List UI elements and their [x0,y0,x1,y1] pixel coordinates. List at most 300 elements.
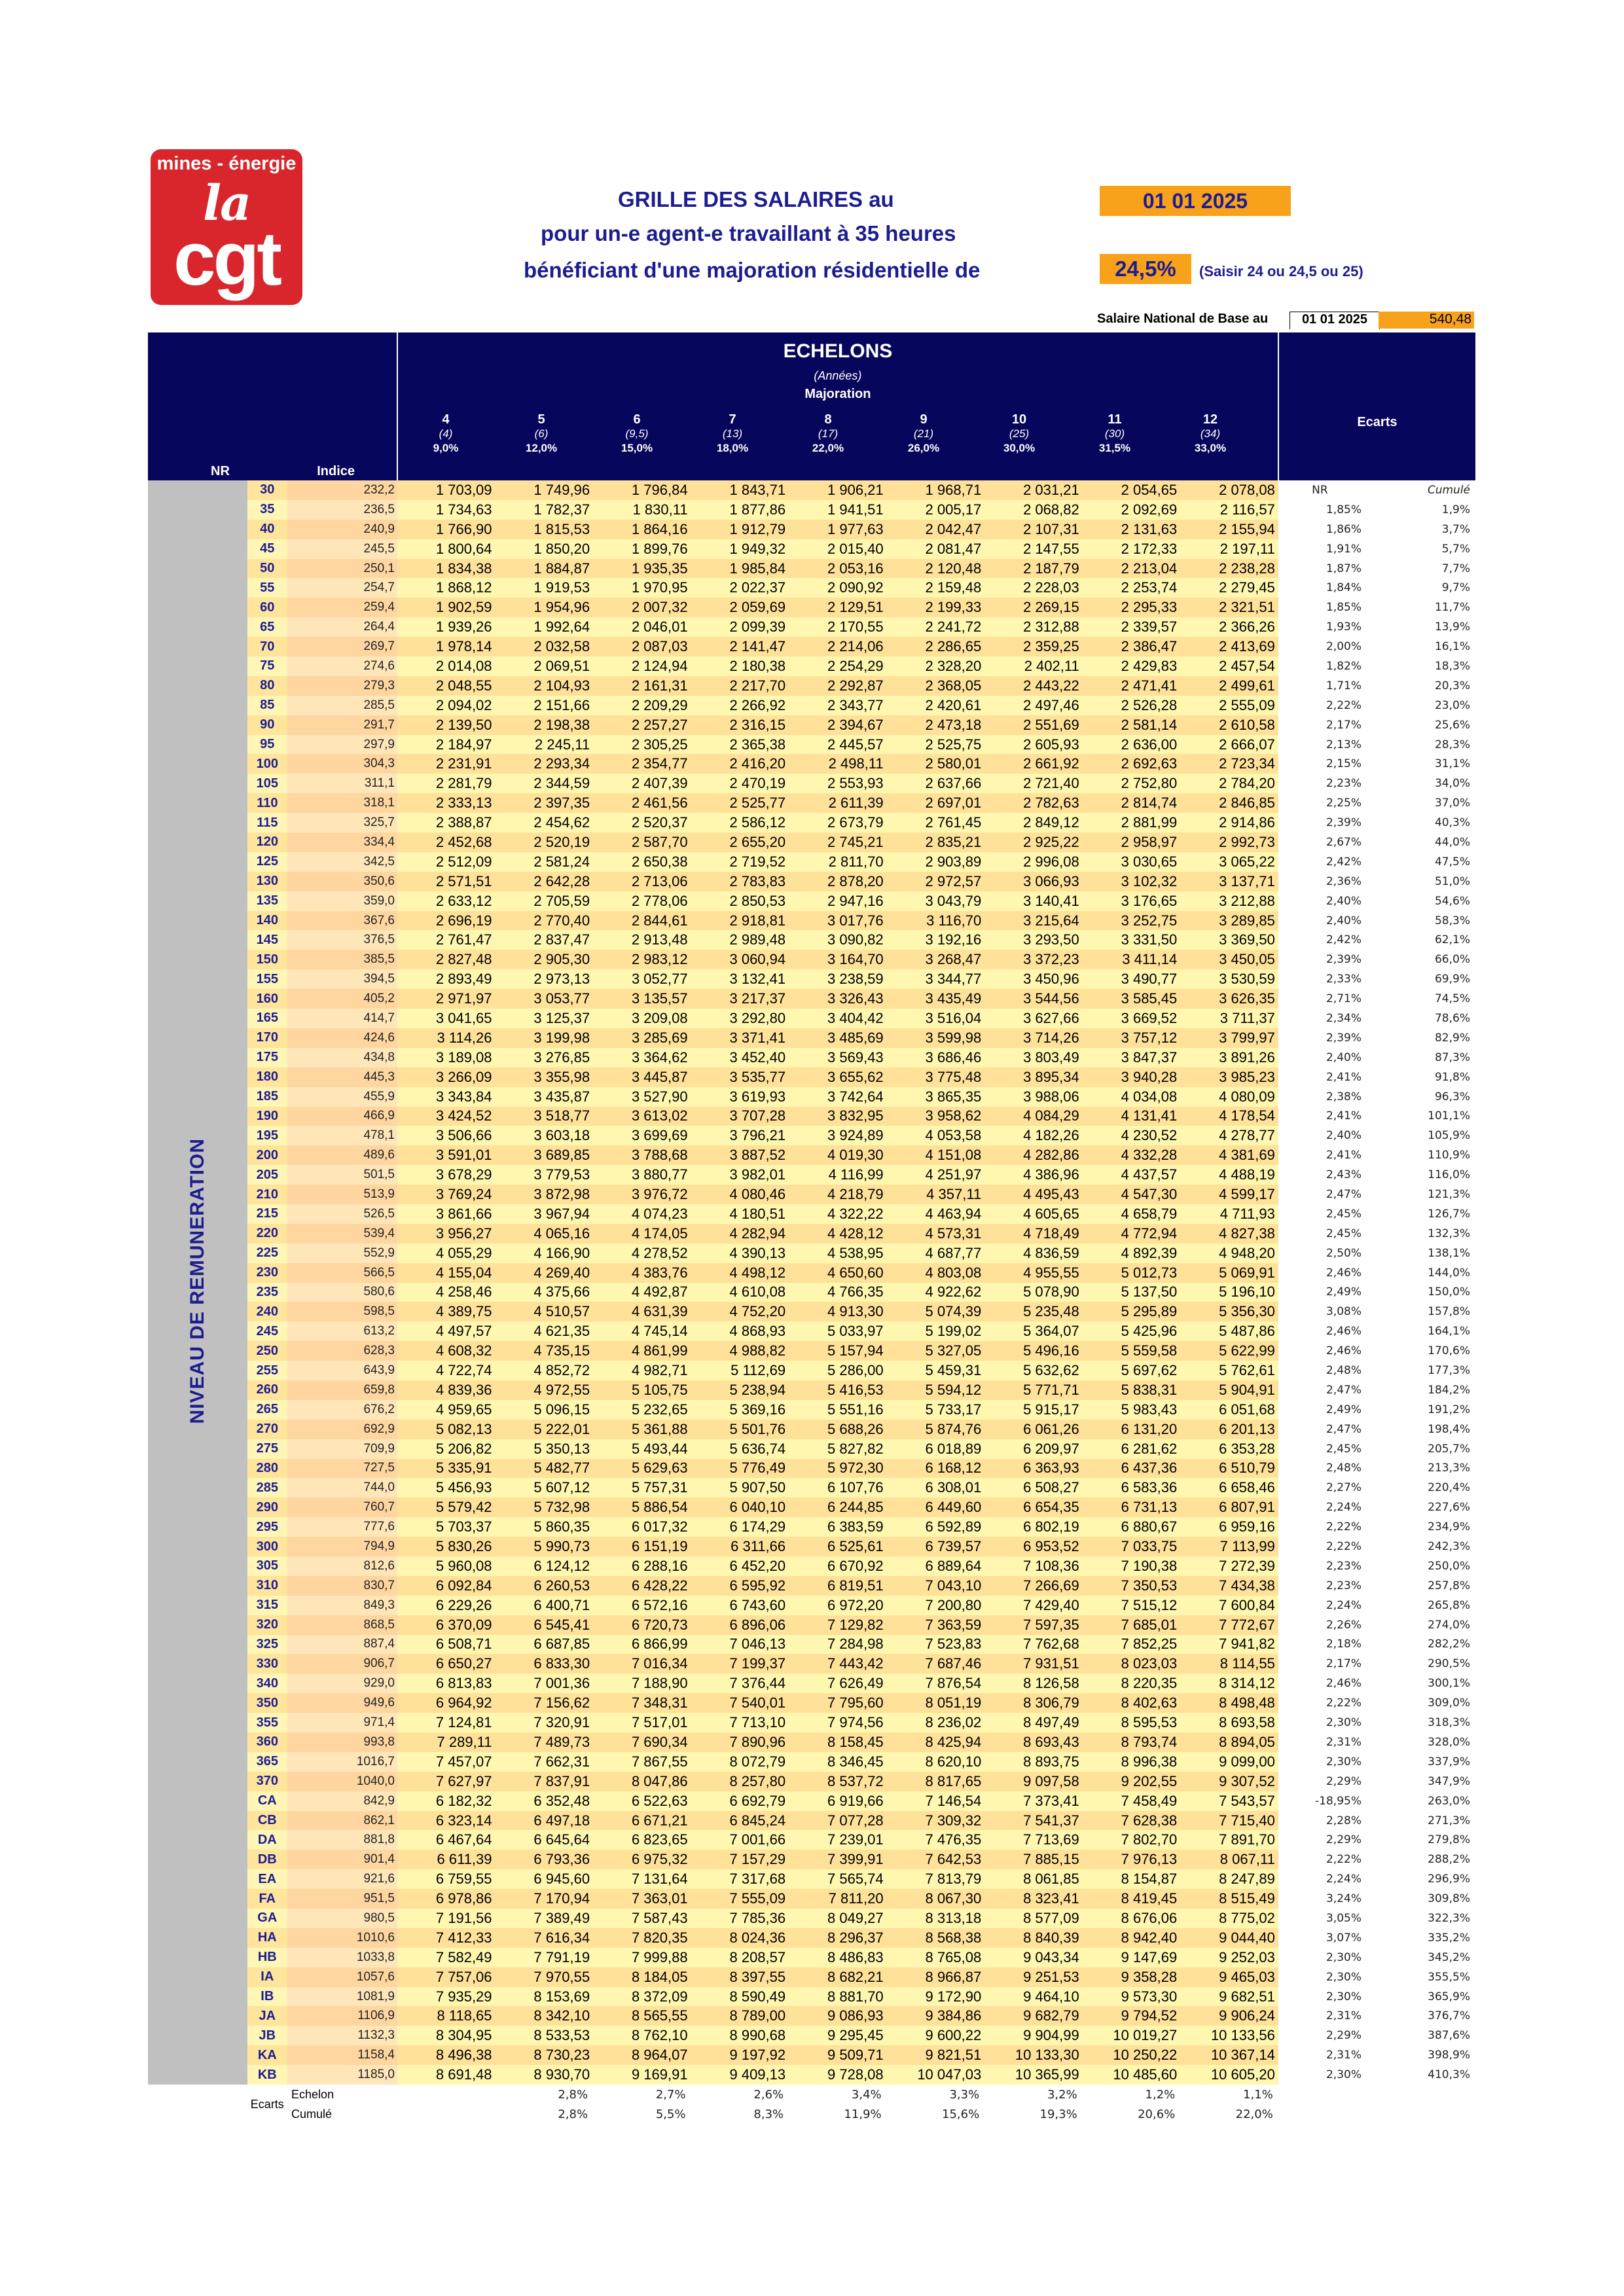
salary-cell: 2 893,49 [397,969,496,989]
salary-cell: 1 703,09 [397,480,496,500]
salary-cell: 3 030,65 [1083,852,1181,872]
salary-cell: 5 907,50 [691,1478,789,1498]
indice-cell: 744,0 [287,1478,397,1498]
salary-cell: 2 295,33 [1083,598,1181,617]
echelon-majoration: 26,0% [907,442,940,454]
indice-cell: 455,9 [287,1087,397,1107]
salary-cell: 1 877,86 [691,500,789,520]
salary-cell: 8 208,57 [691,1948,789,1967]
salary-cell: 7 713,10 [691,1713,789,1732]
salary-cell: 6 793,36 [496,1850,594,1869]
salary-cell: 6 959,16 [1180,1517,1278,1537]
salary-cell: 8 114,55 [1180,1654,1278,1674]
indice-cell: 232,2 [287,480,397,500]
nr-cell: 80 [247,676,287,696]
salary-cell: 6 363,93 [984,1459,1083,1479]
salary-cell: 5 295,89 [1083,1302,1181,1321]
ecart-nr-cell: 2,47% [1326,1188,1362,1201]
echelon-majoration: 9,0% [433,442,459,454]
ecart-cumule-cell: 13,9% [1434,620,1470,634]
salary-cell: 9 172,90 [887,1987,985,2007]
salary-cell: 8 533,53 [496,2026,594,2045]
ecart-nr-cell: 2,24% [1326,1501,1362,1515]
salary-cell: 2 257,27 [593,715,691,735]
salary-cell: 2 228,03 [984,578,1083,598]
ecart-cumule-cell: 337,9% [1428,1755,1470,1768]
salary-cell: 3 192,16 [887,930,985,950]
salary-cell: 5 886,54 [593,1498,691,1517]
nr-cell: 215 [247,1204,287,1224]
salary-cell: 9 509,71 [789,2045,887,2065]
echelon-years: (21) [913,427,934,440]
salary-cell: 10 250,22 [1083,2045,1181,2065]
salary-cell: 2 642,28 [496,872,594,891]
salary-cell: 2 397,35 [496,793,594,813]
salary-cell: 6 972,20 [789,1596,887,1615]
table-row [148,1517,1475,1537]
salary-cell: 5 238,94 [691,1380,789,1400]
ecart-nr-cell: 2,30% [1326,1950,1362,1964]
table-row [148,715,1475,735]
ecart-nr-cell: 2,30% [1326,1755,1362,1768]
salary-cell: 1 977,63 [789,520,887,539]
title-line-3: bénéficiant d'une majoration résidentielle de [524,258,981,282]
salary-cell: 5 697,62 [1083,1361,1181,1380]
salary-cell: 8 682,21 [789,1967,887,1987]
salary-cell: 2 918,81 [691,911,789,931]
title-line-1: GRILLE DES SALAIRES au [618,187,894,211]
salary-cell: 5 074,39 [887,1302,985,1321]
salary-cell: 5 972,30 [789,1459,887,1479]
ecart-nr-cell: 1,91% [1326,542,1362,556]
salary-cell: 9 197,92 [691,2045,789,2065]
salary-cell: 3 485,69 [789,1028,887,1048]
ecart-nr-cell: 2,45% [1326,1442,1362,1456]
salary-cell: 7 043,10 [887,1576,985,1596]
salary-cell: 3 209,08 [593,1009,691,1028]
ecart-cumule-cell: 184,2% [1428,1383,1470,1397]
salary-cell: 8 693,58 [1180,1713,1278,1732]
table-row [148,617,1475,637]
salary-cell: 3 344,77 [887,969,985,989]
salary-cell: 8 024,36 [691,1928,789,1948]
snb-date: 01 01 2025 [1290,312,1380,329]
salary-cell: 4 019,30 [789,1145,887,1165]
majoration-field[interactable]: 24,5% [1100,254,1191,284]
salary-cell: 7 489,73 [496,1732,594,1752]
table-row [148,2026,1475,2045]
salary-cell: 5 860,35 [496,1517,594,1537]
salary-cell: 7 363,01 [593,1889,691,1909]
nr-cell: GA [247,1909,287,1928]
salary-cell: 4 182,26 [984,1126,1083,1145]
salary-cell: 2 081,47 [887,539,985,559]
salary-cell: 4 390,13 [691,1244,789,1263]
nr-cell: 140 [247,911,287,931]
footer-cumule-cell: 11,9% [844,2107,882,2121]
salary-cell: 5 838,31 [1083,1380,1181,1400]
ecart-nr-cell: 2,41% [1326,1070,1362,1084]
salary-cell: 6 650,27 [397,1654,496,1674]
ecart-cumule-cell: 271,3% [1428,1814,1470,1827]
indice-cell: 291,7 [287,715,397,735]
ecart-cumule-cell: 20,3% [1434,679,1470,692]
salary-cell: 7 515,12 [1083,1596,1181,1615]
ecart-cumule-cell: 116,0% [1428,1168,1470,1182]
ecart-nr-cell: 2,22% [1326,1853,1362,1867]
salary-cell: 9 251,53 [984,1967,1083,1987]
table-row [148,1224,1475,1244]
salary-cell: 6 595,92 [691,1576,789,1596]
ecart-cumule-cell: 322,3% [1428,1911,1470,1925]
salary-cell: 6 352,48 [496,1791,594,1811]
footer-cumule-cell: 2,8% [558,2107,588,2121]
nr-cell: 360 [247,1732,287,1752]
table-row [148,989,1475,1009]
salary-cell: 2 420,61 [887,696,985,715]
indice-cell: 1016,7 [287,1752,397,1772]
salary-cell: 7 188,90 [593,1674,691,1693]
salary-cell: 5 559,58 [1083,1341,1181,1361]
salary-cell: 2 745,21 [789,833,887,852]
salary-cell: 7 935,29 [397,1987,496,2007]
salary-cell: 8 304,95 [397,2026,496,2045]
salary-cell: 6 168,12 [887,1459,985,1479]
salary-cell: 3 924,89 [789,1126,887,1145]
logo-cgt: cgt [173,216,280,301]
salary-cell: 2 947,16 [789,891,887,911]
salary-cell: 4 608,32 [397,1341,496,1361]
salary-cell: 5 327,05 [887,1341,985,1361]
salary-cell: 3 041,65 [397,1009,496,1028]
footer-echelon-row [148,2085,1475,2104]
salary-cell: 8 323,41 [984,1889,1083,1909]
table-row [148,1126,1475,1145]
salary-cell: 4 495,43 [984,1185,1083,1204]
salary-cell: 4 488,19 [1180,1165,1278,1185]
salary-cell: 4 948,20 [1180,1244,1278,1263]
salary-cell: 9 600,22 [887,2026,985,2045]
salary-cell: 7 170,94 [496,1889,594,1909]
salary-cell: 5 622,99 [1180,1341,1278,1361]
salary-cell: 7 976,13 [1083,1850,1181,1869]
nr-cell: 145 [247,930,287,950]
salary-cell: 2 666,07 [1180,735,1278,755]
ecart-cumule-cell: 37,0% [1434,797,1470,810]
salary-cell: 2 445,57 [789,735,887,755]
echelon-years: (34) [1200,427,1221,440]
salary-cell: 3 655,62 [789,1067,887,1087]
ecart-cumule-cell: 290,5% [1428,1657,1470,1671]
salary-cell: 8 817,65 [887,1772,985,1791]
salary-cell: 4 065,16 [496,1224,594,1244]
salary-cell: 9 409,13 [691,2065,789,2085]
nr-cell: 65 [247,617,287,637]
salary-cell: 5 830,26 [397,1537,496,1556]
salary-cell: 2 254,29 [789,656,887,676]
salary-cell: 5 232,65 [593,1400,691,1420]
salary-cell: 8 691,48 [397,2065,496,2085]
echelons-header: ECHELONS [783,340,893,362]
salary-cell: 2 520,37 [593,813,691,833]
niveau-remuneration-label: NIVEAU DE REMUNERATION [186,1138,208,1424]
echelon-header-6 [589,412,685,456]
salary-cell: 7 999,88 [593,1948,691,1967]
footer-cumule-cell: 8,3% [753,2107,784,2121]
salary-cell: 2 104,93 [496,676,594,696]
salary-cell: 3 535,77 [691,1067,789,1087]
salary-cell: 4 735,15 [496,1341,594,1361]
salary-cell: 4 180,51 [691,1204,789,1224]
salary-cell: 2 844,61 [593,911,691,931]
nr-cell: 325 [247,1635,287,1655]
table-row [148,1185,1475,1204]
salary-cell: 10 047,03 [887,2065,985,2085]
salary-cell: 2 837,47 [496,930,594,950]
salary-cell: 8 397,55 [691,1967,789,1987]
salary-cell: 8 498,48 [1180,1693,1278,1713]
salary-cell: 8 762,10 [593,2026,691,2045]
salary-cell: 2 416,20 [691,754,789,774]
salary-cell: 9 169,91 [593,2065,691,2085]
salary-cell: 7 795,60 [789,1693,887,1713]
salary-cell: 2 454,62 [496,813,594,833]
salary-cell: 2 905,30 [496,950,594,969]
salary-cell: 3 199,98 [496,1028,594,1048]
indice-cell: 466,9 [287,1107,397,1126]
salary-cell: 8 840,39 [984,1928,1083,1948]
salary-cell: 3 066,93 [984,872,1083,891]
table-row [148,1204,1475,1224]
salary-cell: 7 811,20 [789,1889,887,1909]
ecart-cumule-cell: 274,0% [1428,1618,1470,1632]
salary-cell: 8 061,85 [984,1869,1083,1889]
salary-cell: 3 506,66 [397,1126,496,1145]
salary-cell: 6 244,85 [789,1498,887,1517]
table-row [148,2045,1475,2065]
ecart-cumule-cell: 250,0% [1428,1559,1470,1573]
indice-cell: 980,5 [287,1909,397,1928]
salary-cell: 2 333,13 [397,793,496,813]
salary-cell: 2 054,65 [1083,480,1181,500]
footer-cumule-cell: 15,6% [942,2107,980,2121]
salary-cell: 8 676,06 [1083,1909,1181,1928]
salary-cell: 7 033,75 [1083,1537,1181,1556]
salary-cell: 2 354,77 [593,754,691,774]
salary-cell: 6 645,64 [496,1830,594,1850]
ecart-cumule-cell: 23,0% [1434,698,1470,712]
salary-cell: 1 968,71 [887,480,985,500]
salary-cell: 8 314,12 [1180,1674,1278,1693]
salary-cell: 8 497,49 [984,1713,1083,1732]
salary-cell: 8 051,19 [887,1693,985,1713]
ecart-nr-cell: 2,67% [1326,835,1362,849]
ecart-cumule-cell: 7,7% [1441,562,1470,575]
salary-cell: 4 988,82 [691,1341,789,1361]
salary-cell: 9 147,69 [1083,1948,1181,1967]
ecart-nr-cell: -18,95% [1315,1794,1362,1808]
salary-cell: 4 357,11 [887,1185,985,1204]
salary-cell: 3 065,22 [1180,852,1278,872]
salary-cell: 9 682,51 [1180,1987,1278,2007]
salary-cell: 3 865,35 [887,1087,985,1107]
salary-cell: 2 344,59 [496,774,594,793]
salary-cell: 2 782,63 [984,793,1083,813]
indice-cell: 887,4 [287,1635,397,1655]
table-row [148,1674,1475,1693]
salary-cell: 2 473,18 [887,715,985,735]
salary-cell: 4 766,35 [789,1283,887,1302]
salary-cell: 2 723,34 [1180,754,1278,774]
ecart-nr-cell: 1,82% [1326,659,1362,673]
salary-cell: 6 759,55 [397,1869,496,1889]
salary-cell: 8 930,70 [496,2065,594,2085]
salary-cell: 6 813,83 [397,1674,496,1693]
salary-cell: 7 124,81 [397,1713,496,1732]
salary-cell: 10 019,27 [1083,2026,1181,2045]
date-field[interactable]: 01 01 2025 [1100,186,1291,216]
salary-cell: 3 452,40 [691,1048,789,1067]
salary-cell: 2 636,00 [1083,735,1181,755]
ecart-nr-cell: 2,15% [1326,757,1362,771]
salary-cell: 3 895,34 [984,1067,1083,1087]
salary-cell: 2 120,48 [887,559,985,579]
salary-cell: 3 603,18 [496,1126,594,1145]
salary-cell: 7 715,40 [1180,1811,1278,1831]
salary-cell: 9 295,45 [789,2026,887,2045]
salary-cell: 3 872,98 [496,1185,594,1204]
salary-cell: 8 765,08 [887,1948,985,1967]
nr-cell: 250 [247,1341,287,1361]
cgt-logo [151,149,302,305]
salary-cell: 7 597,35 [984,1615,1083,1635]
indice-cell: 727,5 [287,1459,397,1479]
table-row [148,1713,1475,1732]
salary-cell: 6 018,89 [887,1439,985,1459]
salary-cell: 8 126,58 [984,1674,1083,1693]
salary-cell: 2 470,19 [691,774,789,793]
nr-cell: 235 [247,1283,287,1302]
salary-cell: 5 157,94 [789,1341,887,1361]
salary-cell: 6 370,09 [397,1615,496,1635]
nr-cell: 210 [247,1185,287,1204]
salary-cell: 7 429,40 [984,1596,1083,1615]
salary-cell: 3 292,80 [691,1009,789,1028]
ecart-nr-cell: 2,17% [1326,718,1362,732]
salary-cell: 9 573,30 [1083,1987,1181,2007]
ecart-cumule-cell: 58,3% [1434,914,1470,927]
salary-cell: 3 102,32 [1083,872,1181,891]
salary-cell: 6 896,06 [691,1615,789,1635]
salary-cell: 6 017,32 [593,1517,691,1537]
indice-cell: 1081,9 [287,1987,397,2007]
salary-cell: 6 720,73 [593,1615,691,1635]
salary-cell: 7 476,35 [887,1830,985,1850]
salary-cell: 3 689,85 [496,1145,594,1165]
ecart-cumule-cell: 51,0% [1434,874,1470,888]
salary-cell: 6 739,57 [887,1537,985,1556]
salary-cell: 3 060,94 [691,950,789,969]
salary-cell: 2 461,56 [593,793,691,813]
salary-cell: 8 313,18 [887,1909,985,1928]
salary-cell: 2 184,97 [397,735,496,755]
echelon-majoration: 15,0% [621,442,653,454]
salary-cell: 2 778,06 [593,891,691,911]
salary-cell: 2 407,39 [593,774,691,793]
salary-cell: 2 452,68 [397,833,496,852]
salary-cell: 4 498,12 [691,1263,789,1283]
salary-cell: 7 077,28 [789,1811,887,1831]
salary-cell: 2 914,86 [1180,813,1278,833]
salary-cell: 4 428,12 [789,1224,887,1244]
salary-cell: 2 198,38 [496,715,594,735]
salary-cell: 3 627,66 [984,1009,1083,1028]
salary-cell: 7 129,82 [789,1615,887,1635]
salary-cell: 3 445,87 [593,1067,691,1087]
ecart-cumule-cell: 205,7% [1428,1442,1470,1456]
nr-cell: 35 [247,500,287,520]
salary-cell: 8 118,65 [397,2006,496,2026]
table-row [148,911,1475,931]
salary-cell: 2 068,82 [984,500,1083,520]
salary-cell: 3 678,29 [397,1165,496,1185]
salary-cell: 4 166,90 [496,1244,594,1263]
salary-cell: 7 791,19 [496,1948,594,1967]
salary-cell: 4 080,46 [691,1185,789,1204]
salary-cell: 4 053,58 [887,1126,985,1145]
salary-cell: 2 022,37 [691,578,789,598]
nr-cell: 185 [247,1087,287,1107]
indice-cell: 414,7 [287,1009,397,1028]
salary-cell: 8 894,05 [1180,1732,1278,1752]
salary-cell: 2 850,53 [691,891,789,911]
salary-cell: 7 001,36 [496,1674,594,1693]
salary-cell: 4 155,04 [397,1263,496,1283]
ecart-cumule-cell: 220,4% [1428,1481,1470,1495]
salary-cell: 8 296,37 [789,1928,887,1948]
salary-cell: 5 607,12 [496,1478,594,1498]
salary-cell: 8 964,07 [593,2045,691,2065]
salary-cell: 1 941,51 [789,500,887,520]
table-row [148,1576,1475,1596]
salary-cell: 3 757,12 [1083,1028,1181,1048]
table-row [148,1596,1475,1615]
salary-cell: 7 785,36 [691,1909,789,1928]
ecart-cumule-cell: 365,9% [1428,1990,1470,2003]
salary-cell: 6 182,32 [397,1791,496,1811]
salary-cell: 9 821,51 [887,2045,985,2065]
salary-cell: 1 949,32 [691,539,789,559]
ecart-cumule-cell: 410,3% [1428,2068,1470,2082]
ecart-nr-cell: 2,27% [1326,1481,1362,1495]
salary-cell: 3 847,37 [1083,1048,1181,1067]
salary-cell: 8 067,11 [1180,1850,1278,1869]
nr-cell: 180 [247,1067,287,1087]
ecart-cumule-cell: 96,3% [1434,1090,1470,1103]
nr-cell: 280 [247,1459,287,1479]
salary-cell: 2 266,92 [691,696,789,715]
nr-cell: 175 [247,1048,287,1067]
salary-cell: 8 220,35 [1083,1674,1181,1693]
ecart-nr-cell: 2,45% [1326,1227,1362,1240]
ecart-cumule-cell: 170,6% [1428,1344,1470,1358]
salary-cell: 5 983,43 [1083,1400,1181,1420]
salary-cell: 2 269,15 [984,598,1083,617]
echelon-majoration: 31,5% [1098,442,1131,454]
salary-cell: 6 092,84 [397,1576,496,1596]
salary-cell: 2 913,48 [593,930,691,950]
salary-cell: 2 099,39 [691,617,789,637]
